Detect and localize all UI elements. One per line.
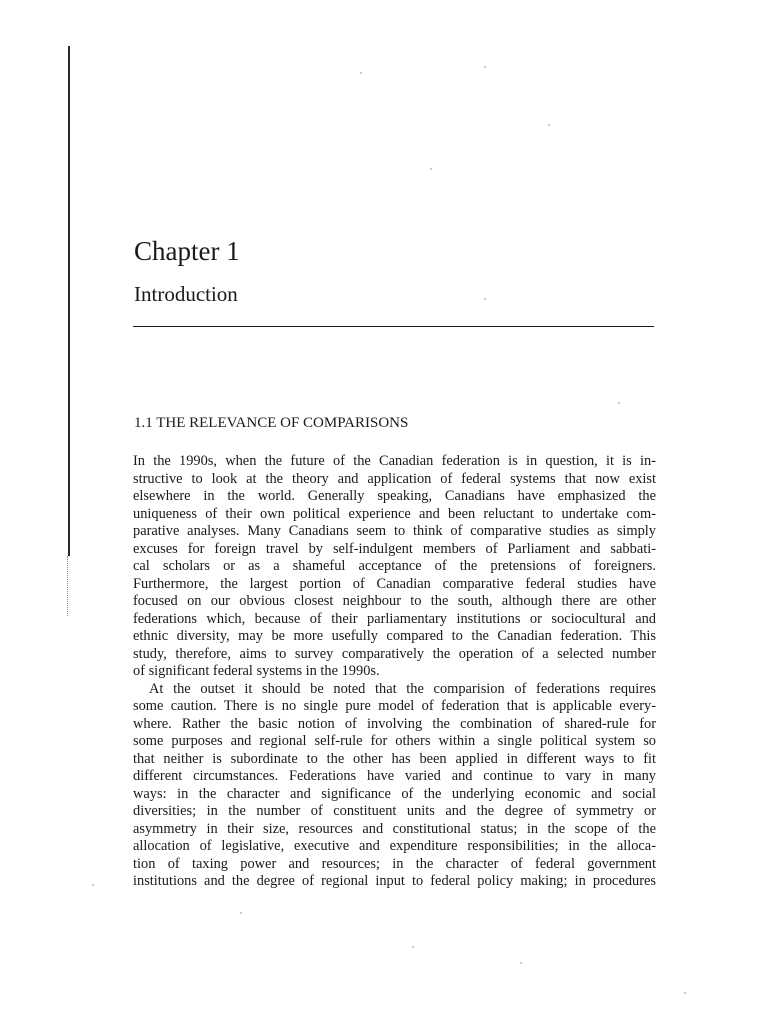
chapter-number: Chapter 1 (134, 236, 240, 266)
text-line: In the 1990s, when the future of the Canadian federation is in question, it is in- (133, 453, 656, 469)
scan-speck (240, 912, 242, 914)
scan-speck (360, 72, 362, 74)
text-line: different circumstances. Federations have varied and continue to vary in many (133, 768, 656, 784)
scan-speck (484, 298, 486, 300)
scan-speck (548, 124, 550, 126)
text-line: ethnic diversity, may be more usefully compared to the Canadian federation. This (133, 628, 656, 644)
text-line: some caution. There is no single pure model of federation that is applicable every- (133, 698, 656, 714)
text-line: ways: in the character and significance of the underlying economic and social (133, 785, 656, 802)
body-text (133, 453, 656, 891)
text-line: At the outset it should be noted that the comparision of federations requires (149, 680, 656, 697)
text-line: that neither is subordinate to the other has been applied in different ways to fit (133, 750, 656, 767)
section-heading: 1.1 THE RELEVANCE OF COMPARISONS (134, 415, 409, 431)
text-line: focused on our obvious closest neighbour to the south, although there are other (133, 593, 656, 609)
binding-edge-dots (67, 556, 69, 616)
text-line: diversities; in the number of constituent units and the degree of symmetry or (133, 803, 656, 819)
text-line: tion of taxing power and resources; in the character of federal government (133, 855, 656, 872)
text-line: some purposes and regional self-rule for others within a single political system so (133, 733, 656, 749)
chapter-title: Introduction (134, 282, 238, 306)
text-line: asymmetry in their size, resources and constitutional status; in the scope of the (133, 820, 656, 837)
text-line: Furthermore, the largest portion of Canadian comparative federal studies have (133, 575, 656, 592)
scan-speck (684, 992, 686, 994)
text-line: allocation of legislative, executive and expenditure responsibilities; in the alloca- (133, 838, 656, 854)
text-line: study, therefore, aims to survey comparatively the operation of a selected number (133, 645, 656, 662)
text-line: structive to look at the theory and application of federal systems that now exist (133, 470, 656, 487)
text-line: where. Rather the basic notion of involving the combination of shared-rule for (133, 715, 656, 732)
scan-speck (92, 884, 94, 886)
binding-edge-line (68, 46, 70, 556)
scan-speck (484, 66, 486, 68)
text-line: of significant federal systems in the 1990s. (133, 663, 380, 679)
scan-speck (520, 962, 522, 964)
text-line: cal scholars or as a shameful acceptance of the pretensions of foreigners. (133, 558, 656, 574)
scan-speck (412, 946, 414, 948)
scan-speck (618, 402, 620, 404)
text-line: parative analyses. Many Canadians seem to think of comparative studies as simply (133, 523, 656, 539)
chapter-rule (133, 326, 654, 327)
text-line: excuses for foreign travel by self-indulgent members of Parliament and sabbati- (133, 540, 656, 557)
text-line: federations which, because of their parliamentary institutions or sociocultural and (133, 610, 656, 627)
scan-speck (430, 168, 432, 170)
text-line: uniqueness of their own political experience and been reluctant to undertake com- (133, 505, 656, 522)
text-line: institutions and the degree of regional input to federal policy making; in procedures (133, 873, 656, 889)
text-line: elsewhere in the world. Generally speaking, Canadians have emphasized the (133, 488, 656, 504)
